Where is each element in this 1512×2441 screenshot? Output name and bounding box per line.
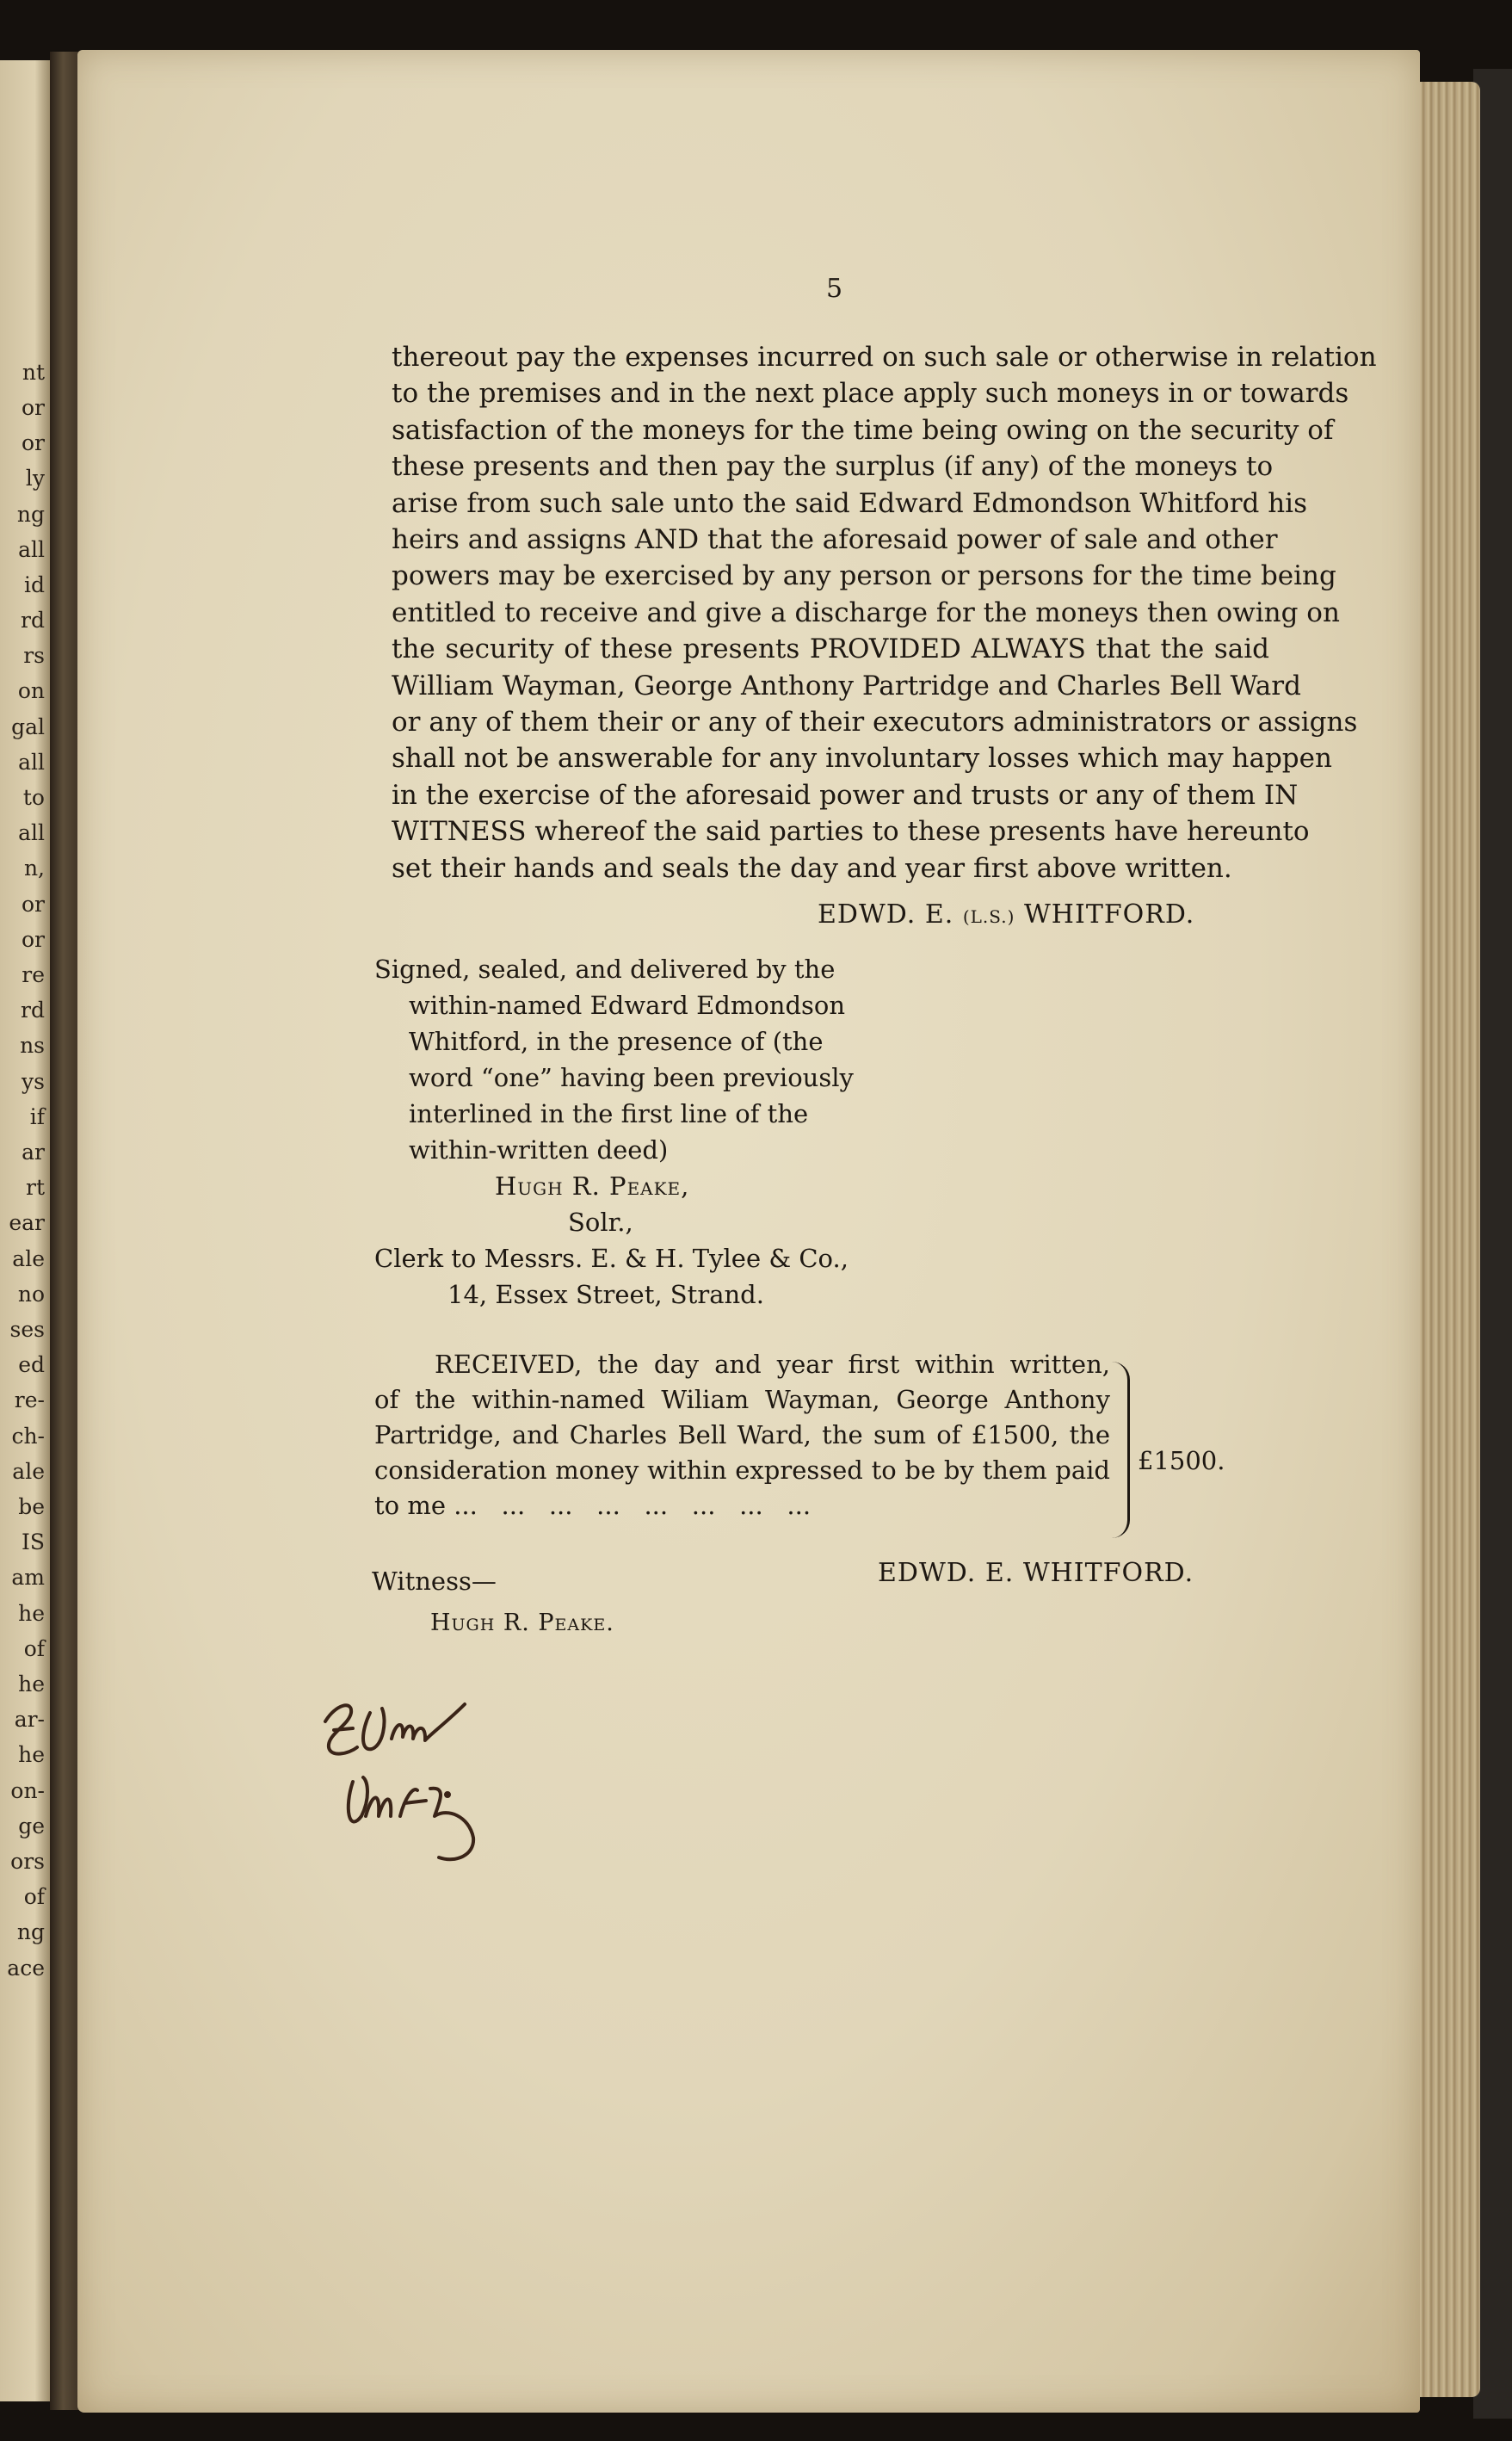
left-page-fragment: ale <box>12 1459 45 1484</box>
left-page-fragment: no <box>17 1282 45 1307</box>
left-page-fragment: ch- <box>11 1424 45 1449</box>
receipt-witness-name: Hugh R. Peake. <box>430 1610 614 1636</box>
receipt-line: RECEIVED, the day and year first within written, <box>435 1350 1110 1379</box>
receipt-clause <box>374 1347 1110 1523</box>
left-page-fragment: on <box>17 678 45 703</box>
receipt-line: Partridge, and Charles Bell Ward, the sum of £1500, the <box>374 1420 1110 1449</box>
body-line: powers may be exercised by any person or persons for the time being <box>392 560 1336 591</box>
left-page-fragment: all <box>18 820 45 845</box>
left-page-fragment: ale <box>12 1246 45 1271</box>
left-page-fragment: of <box>23 1884 45 1909</box>
receipt-line: of the within-named Wiliam Wayman, George Anthony <box>374 1385 1110 1414</box>
left-page-fragment: rs <box>23 643 45 668</box>
left-page-fragment: to <box>22 785 45 810</box>
page-number: 5 <box>826 274 843 304</box>
witness-address: 14, Essex Street, Strand. <box>447 1280 764 1309</box>
body-line: in the exercise of the aforesaid power and trusts or any of them IN <box>392 780 1299 811</box>
body-line: the security of these presents PROVIDED ALWAYS that the said <box>392 633 1269 664</box>
body-line: thereout pay the expenses incurred on such sale or otherwise in relation <box>392 342 1377 373</box>
signature-name-last: WHITFORD. <box>1023 899 1195 930</box>
left-page-fragment: ys <box>22 1069 45 1094</box>
left-page-fragment: ge <box>18 1814 45 1838</box>
left-page-fragment: id <box>24 572 45 597</box>
witness-clerk: Clerk to Messrs. E. & H. Tylee & Co., <box>374 1244 849 1273</box>
left-page-fragment: n, <box>23 856 45 881</box>
left-page-fragment: ly <box>25 466 45 491</box>
body-line: satisfaction of the moneys for the time being owing on the security of <box>392 415 1334 446</box>
left-page-edge <box>0 60 50 2401</box>
attestation-line: word “one” having been previously <box>409 1063 854 1092</box>
attestation-line: Signed, sealed, and delivered by the <box>374 955 836 984</box>
left-page-fragment: he <box>18 1672 45 1696</box>
attestation-line: within-written deed) <box>409 1135 669 1165</box>
receipt-signature: EDWD. E. WHITFORD. <box>878 1558 1194 1588</box>
left-page-fragment: of <box>23 1636 45 1661</box>
left-page-fragment: gal <box>11 714 45 739</box>
left-page-fragment: or <box>21 927 45 952</box>
body-line: to the premises and in the next place apply such moneys in or towards <box>392 378 1349 409</box>
left-page-fragment: rd <box>21 998 45 1023</box>
left-page-fragment: re- <box>14 1387 45 1412</box>
attestation-line: interlined in the first line of the <box>409 1099 809 1128</box>
left-page-fragment: ar <box>22 1140 45 1165</box>
body-line: shall not be answerable for any involuntary losses which may happen <box>392 743 1332 774</box>
left-page-fragment: ace <box>7 1956 45 1981</box>
left-page-fragment: or <box>21 395 45 420</box>
body-line: arise from such sale unto the said Edward Edmondson Whitford his <box>392 488 1308 519</box>
left-page-fragment: ed <box>18 1352 45 1377</box>
attestation-clause <box>374 951 856 1313</box>
left-page-fragment: nt <box>22 360 45 385</box>
body-line: William Wayman, George Anthony Partridge and Charles Bell Ward <box>392 671 1301 701</box>
left-page-fragment: he <box>18 1601 45 1626</box>
signature-name-first: EDWD. E. <box>818 899 954 930</box>
left-page-fragment: rd <box>21 608 45 633</box>
left-page-fragment: if <box>29 1104 45 1129</box>
handwritten-initials-mark <box>318 1687 508 1885</box>
witness-name: Hugh R. Peake, <box>495 1171 690 1201</box>
attestation-line: within-named Edward Edmondson <box>409 991 846 1020</box>
seal-mark: (L.S.) <box>962 906 1015 927</box>
left-page-fragment: ar- <box>14 1707 45 1732</box>
receipt-brace <box>1112 1362 1130 1538</box>
left-page-fragment: ng <box>16 1919 45 1944</box>
seal-signature-line <box>818 899 1194 930</box>
left-page-fragment: am <box>11 1565 45 1590</box>
left-page-fragment: or <box>21 430 45 455</box>
attestation-line: Whitford, in the presence of (the <box>409 1027 824 1056</box>
left-page-fragment: ors <box>10 1849 45 1874</box>
left-page-fragment: or <box>21 892 45 917</box>
body-line: heirs and assigns AND that the aforesaid power of sale and other <box>392 524 1278 555</box>
receipt-amount: £1500. <box>1138 1446 1225 1475</box>
left-page-fragment: ng <box>16 502 45 527</box>
receipt-line: consideration money within expressed to be by them paid <box>374 1455 1110 1485</box>
body-line: WITNESS whereof the said parties to these presents have hereunto <box>392 816 1310 847</box>
body-line: set their hands and seals the day and year first above written. <box>392 853 1232 884</box>
left-page-fragment: on- <box>10 1778 45 1803</box>
left-page-fragment: ns <box>20 1033 45 1058</box>
left-page-fragment: he <box>18 1742 45 1767</box>
left-page-fragment: be <box>18 1494 45 1519</box>
receipt-line: to me ... ... ... ... ... ... ... ... <box>374 1491 812 1520</box>
left-page-fragment: all <box>18 750 45 775</box>
body-line: entitled to receive and give a discharge for the moneys then owing on <box>392 597 1340 628</box>
left-page-fragment: rt <box>26 1175 45 1200</box>
body-line: or any of them their or any of their executors administrators or assigns <box>392 707 1358 738</box>
body-line: these presents and then pay the surplus (if any) of the moneys to <box>392 451 1274 482</box>
left-page-fragment: IS <box>21 1529 45 1554</box>
left-page-fragment: ear <box>9 1210 45 1235</box>
receipt-witness-label: Witness— <box>372 1567 497 1596</box>
left-page-fragment: re <box>22 962 45 987</box>
left-page-fragment: all <box>18 537 45 562</box>
witness-title: Solr., <box>568 1208 633 1237</box>
left-page-fragment: ses <box>9 1317 45 1342</box>
